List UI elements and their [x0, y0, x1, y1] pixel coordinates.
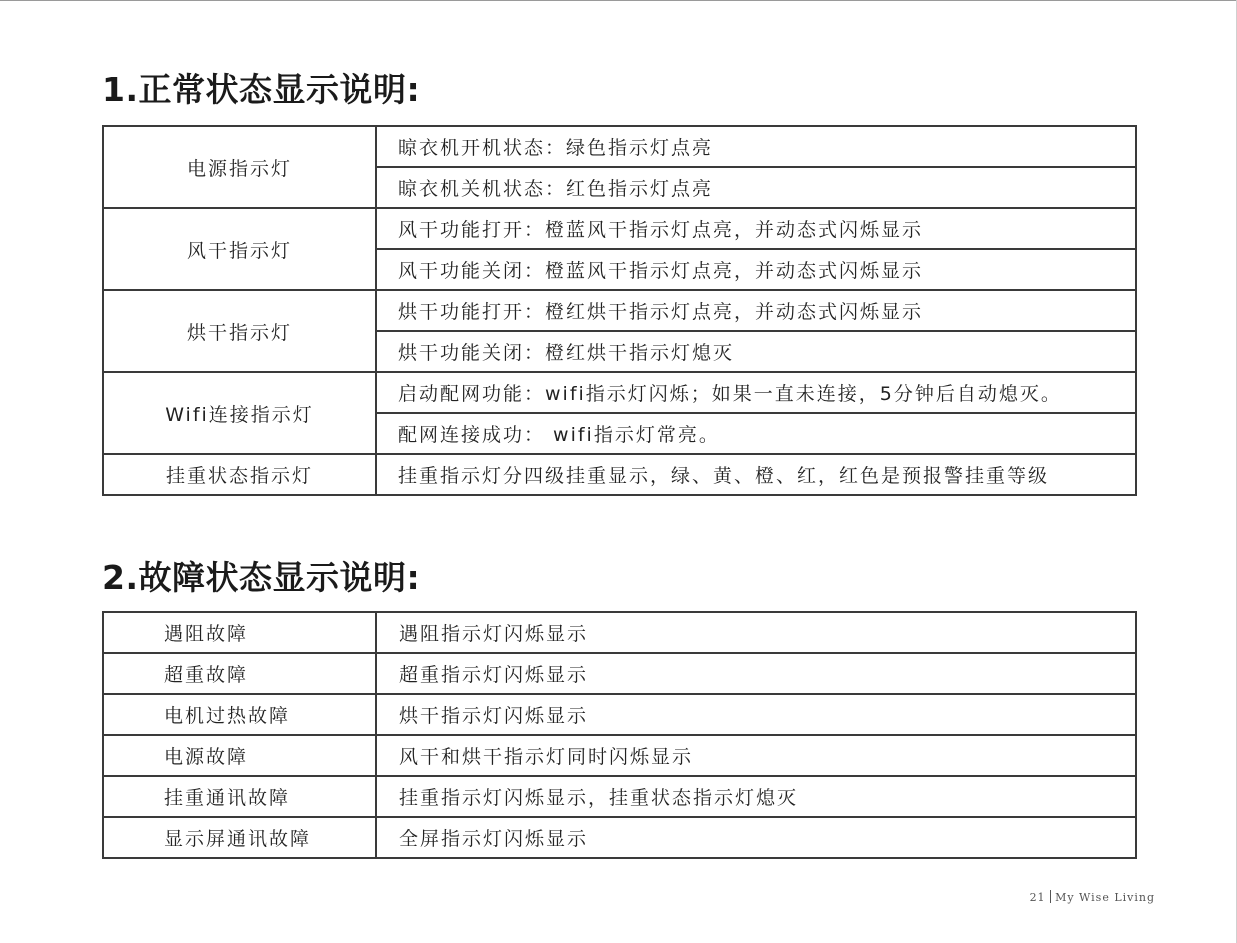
table-row [103, 817, 1136, 858]
indicator-label-load: 挂重状态指示灯 [103, 454, 376, 495]
fault-desc: 全屏指示灯闪烁显示 [376, 817, 1136, 858]
indicator-desc: 烘干功能打开：橙红烘干指示灯点亮，并动态式闪烁显示 [376, 290, 1136, 331]
fault-status-table [102, 611, 1137, 859]
normal-status-table [102, 125, 1137, 496]
footer-brand: My Wise Living [1055, 891, 1155, 904]
indicator-desc: 风干功能打开：橙蓝风干指示灯点亮，并动态式闪烁显示 [376, 208, 1136, 249]
table-row [103, 612, 1136, 653]
table-row [103, 290, 1136, 331]
fault-label: 显示屏通讯故障 [103, 817, 376, 858]
table-row [103, 694, 1136, 735]
fault-desc: 遇阻指示灯闪烁显示 [376, 612, 1136, 653]
section-title-fault-status: 2.故障状态显示说明: [102, 558, 421, 597]
table-row [103, 372, 1136, 413]
indicator-label-heat-dry: 烘干指示灯 [103, 290, 376, 372]
table-row [103, 454, 1136, 495]
fault-desc: 风干和烘干指示灯同时闪烁显示 [376, 735, 1136, 776]
page-number: 21 [1029, 891, 1046, 904]
indicator-label-power: 电源指示灯 [103, 126, 376, 208]
indicator-desc: 挂重指示灯分四级挂重显示，绿、黄、橙、红，红色是预报警挂重等级 [376, 454, 1136, 495]
table-row [103, 776, 1136, 817]
indicator-label-air-dry: 风干指示灯 [103, 208, 376, 290]
fault-desc: 超重指示灯闪烁显示 [376, 653, 1136, 694]
indicator-desc: 烘干功能关闭：橙红烘干指示灯熄灭 [376, 331, 1136, 372]
section-title-normal-status: 1.正常状态显示说明: [102, 70, 421, 109]
fault-label: 超重故障 [103, 653, 376, 694]
page-footer [1030, 890, 1155, 904]
indicator-desc: 风干功能关闭：橙蓝风干指示灯点亮，并动态式闪烁显示 [376, 249, 1136, 290]
fault-label: 电源故障 [103, 735, 376, 776]
table-row [103, 208, 1136, 249]
footer-separator [1050, 890, 1052, 903]
fault-label: 电机过热故障 [103, 694, 376, 735]
fault-desc: 烘干指示灯闪烁显示 [376, 694, 1136, 735]
fault-label: 遇阻故障 [103, 612, 376, 653]
indicator-desc: 晾衣机关机状态：红色指示灯点亮 [376, 167, 1136, 208]
indicator-label-wifi: Wifi连接指示灯 [103, 372, 376, 454]
table-row [103, 735, 1136, 776]
indicator-desc: 晾衣机开机状态：绿色指示灯点亮 [376, 126, 1136, 167]
table-row [103, 126, 1136, 167]
fault-label: 挂重通讯故障 [103, 776, 376, 817]
top-rule [0, 0, 1237, 1]
indicator-desc: 启动配网功能：wifi指示灯闪烁；如果一直未连接，5分钟后自动熄灭。 [376, 372, 1136, 413]
indicator-desc: 配网连接成功： wifi指示灯常亮。 [376, 413, 1136, 454]
fault-desc: 挂重指示灯闪烁显示，挂重状态指示灯熄灭 [376, 776, 1136, 817]
table-row [103, 653, 1136, 694]
